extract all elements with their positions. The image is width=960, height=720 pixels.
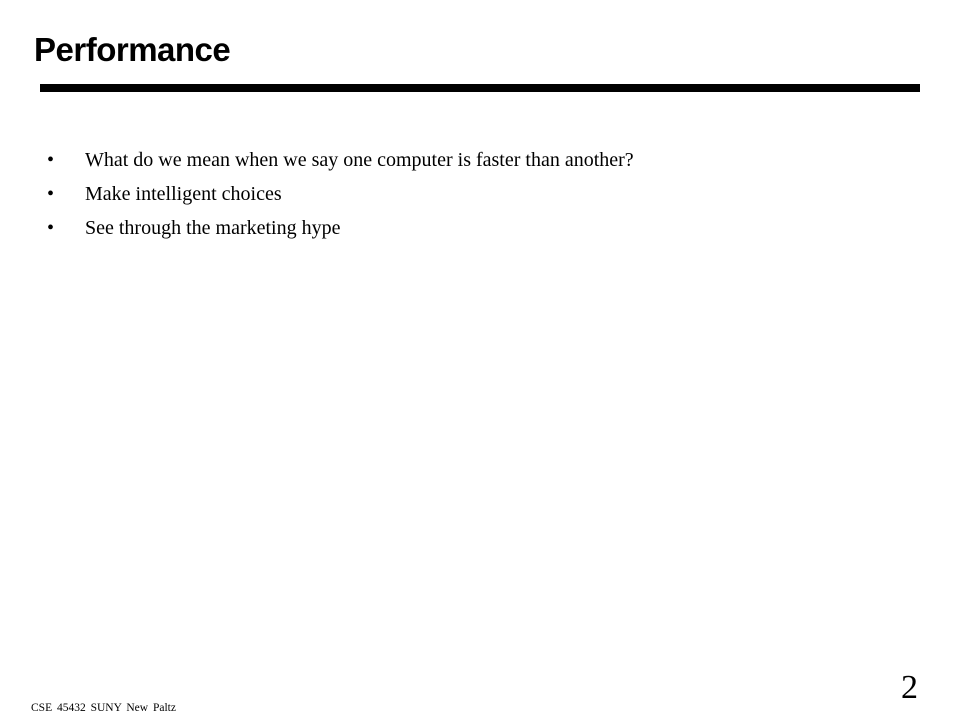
page-number: 2 bbox=[901, 669, 918, 706]
bullet-item bbox=[47, 177, 634, 211]
bullet-text: See through the marketing hype bbox=[85, 217, 341, 239]
footer-course-label: CSE 45432 SUNY New Paltz bbox=[31, 702, 176, 714]
bullet-item bbox=[47, 211, 634, 245]
bullet-text: Make intelligent choices bbox=[85, 183, 282, 205]
bullet-icon: • bbox=[47, 183, 55, 205]
bullet-icon: • bbox=[47, 217, 55, 239]
bullet-text: What do we mean when we say one computer is faster than another? bbox=[85, 149, 634, 171]
slide-title: Performance bbox=[34, 31, 231, 68]
bullet-item bbox=[47, 143, 634, 177]
title-underline-rule bbox=[40, 84, 920, 92]
bullet-icon: • bbox=[47, 149, 55, 171]
bullet-list bbox=[47, 143, 634, 245]
